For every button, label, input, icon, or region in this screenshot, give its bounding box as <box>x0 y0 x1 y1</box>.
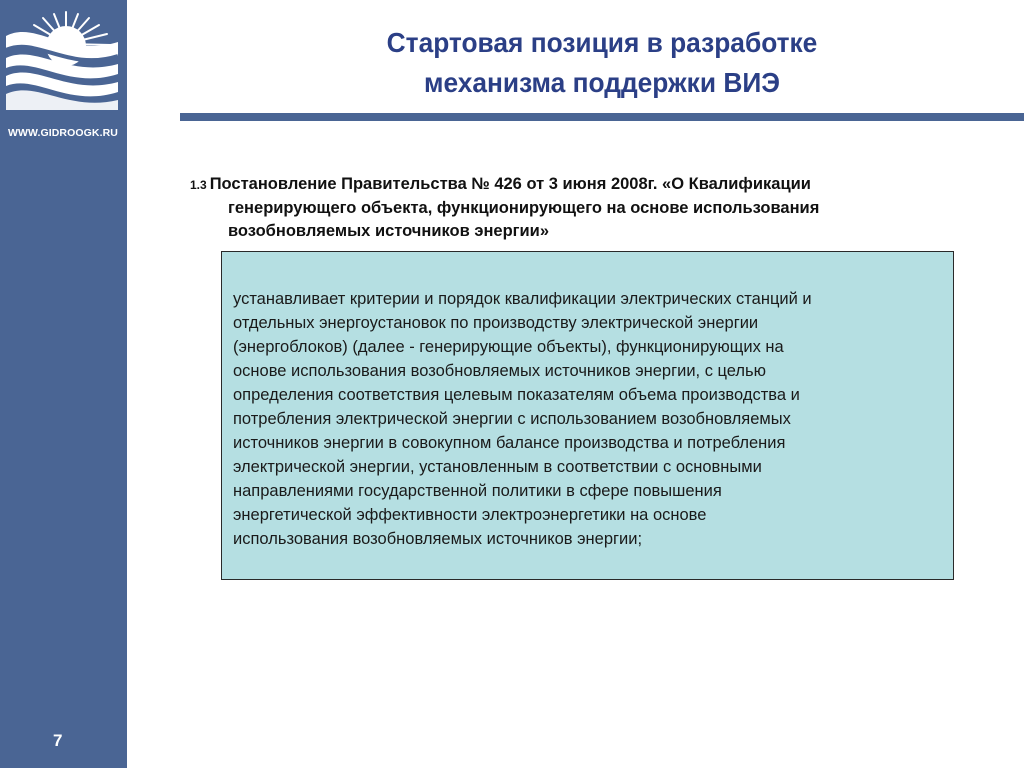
description-line: основе использования возобновляемых источников энергии, с целью <box>233 362 767 380</box>
description-line: электрической энергии, установленным в соответствии с основными <box>233 458 762 476</box>
decree-heading <box>190 173 970 243</box>
description-line: использования возобновляемых источников энергии; <box>233 530 643 548</box>
description-line: (энергоблоков) (далее - генерирующие объекты), функционирующих на <box>233 338 784 356</box>
description-callout <box>221 251 954 580</box>
description-line: энергетической эффективности электроэнергетики на основе <box>233 506 707 524</box>
sidebar <box>0 0 127 768</box>
page-number: 7 <box>53 731 63 750</box>
description-text <box>233 287 943 551</box>
slide-title <box>205 23 998 103</box>
description-line: определения соответствия целевым показателям объема производства и <box>233 386 800 404</box>
description-line: направлениями государственной политики в сфере повышения <box>233 482 722 500</box>
decree-heading-text-1: Постановление Правительства № 426 от 3 июня 2008г. «О Квалификации <box>209 175 811 193</box>
description-line: отдельных энергоустановок по производству электрической энергии <box>233 314 759 332</box>
description-line: источников энергии в совокупном балансе производства и потребления <box>233 434 786 452</box>
decree-heading-line-1 <box>190 173 970 197</box>
description-line: устанавливает критерии и порядок квалификации электрических станций и <box>233 290 812 308</box>
decree-heading-line-3: возобновляемых источников энергии» <box>228 222 550 240</box>
slide-title-line-1: Стартовая позиция в разработке <box>386 27 818 58</box>
slide-title-line-2: механизма поддержки ВИЭ <box>423 67 780 98</box>
item-number: 1.3 <box>190 178 207 192</box>
site-url[interactable]: WWW.GIDROOGK.RU <box>8 127 118 139</box>
title-divider <box>180 113 1024 121</box>
decree-heading-line-2: генерирующего объекта, функционирующего на основе использования <box>228 199 820 217</box>
company-logo-icon <box>6 6 118 110</box>
description-line: потребления электрической энергии с использованием возобновляемых <box>233 410 791 428</box>
